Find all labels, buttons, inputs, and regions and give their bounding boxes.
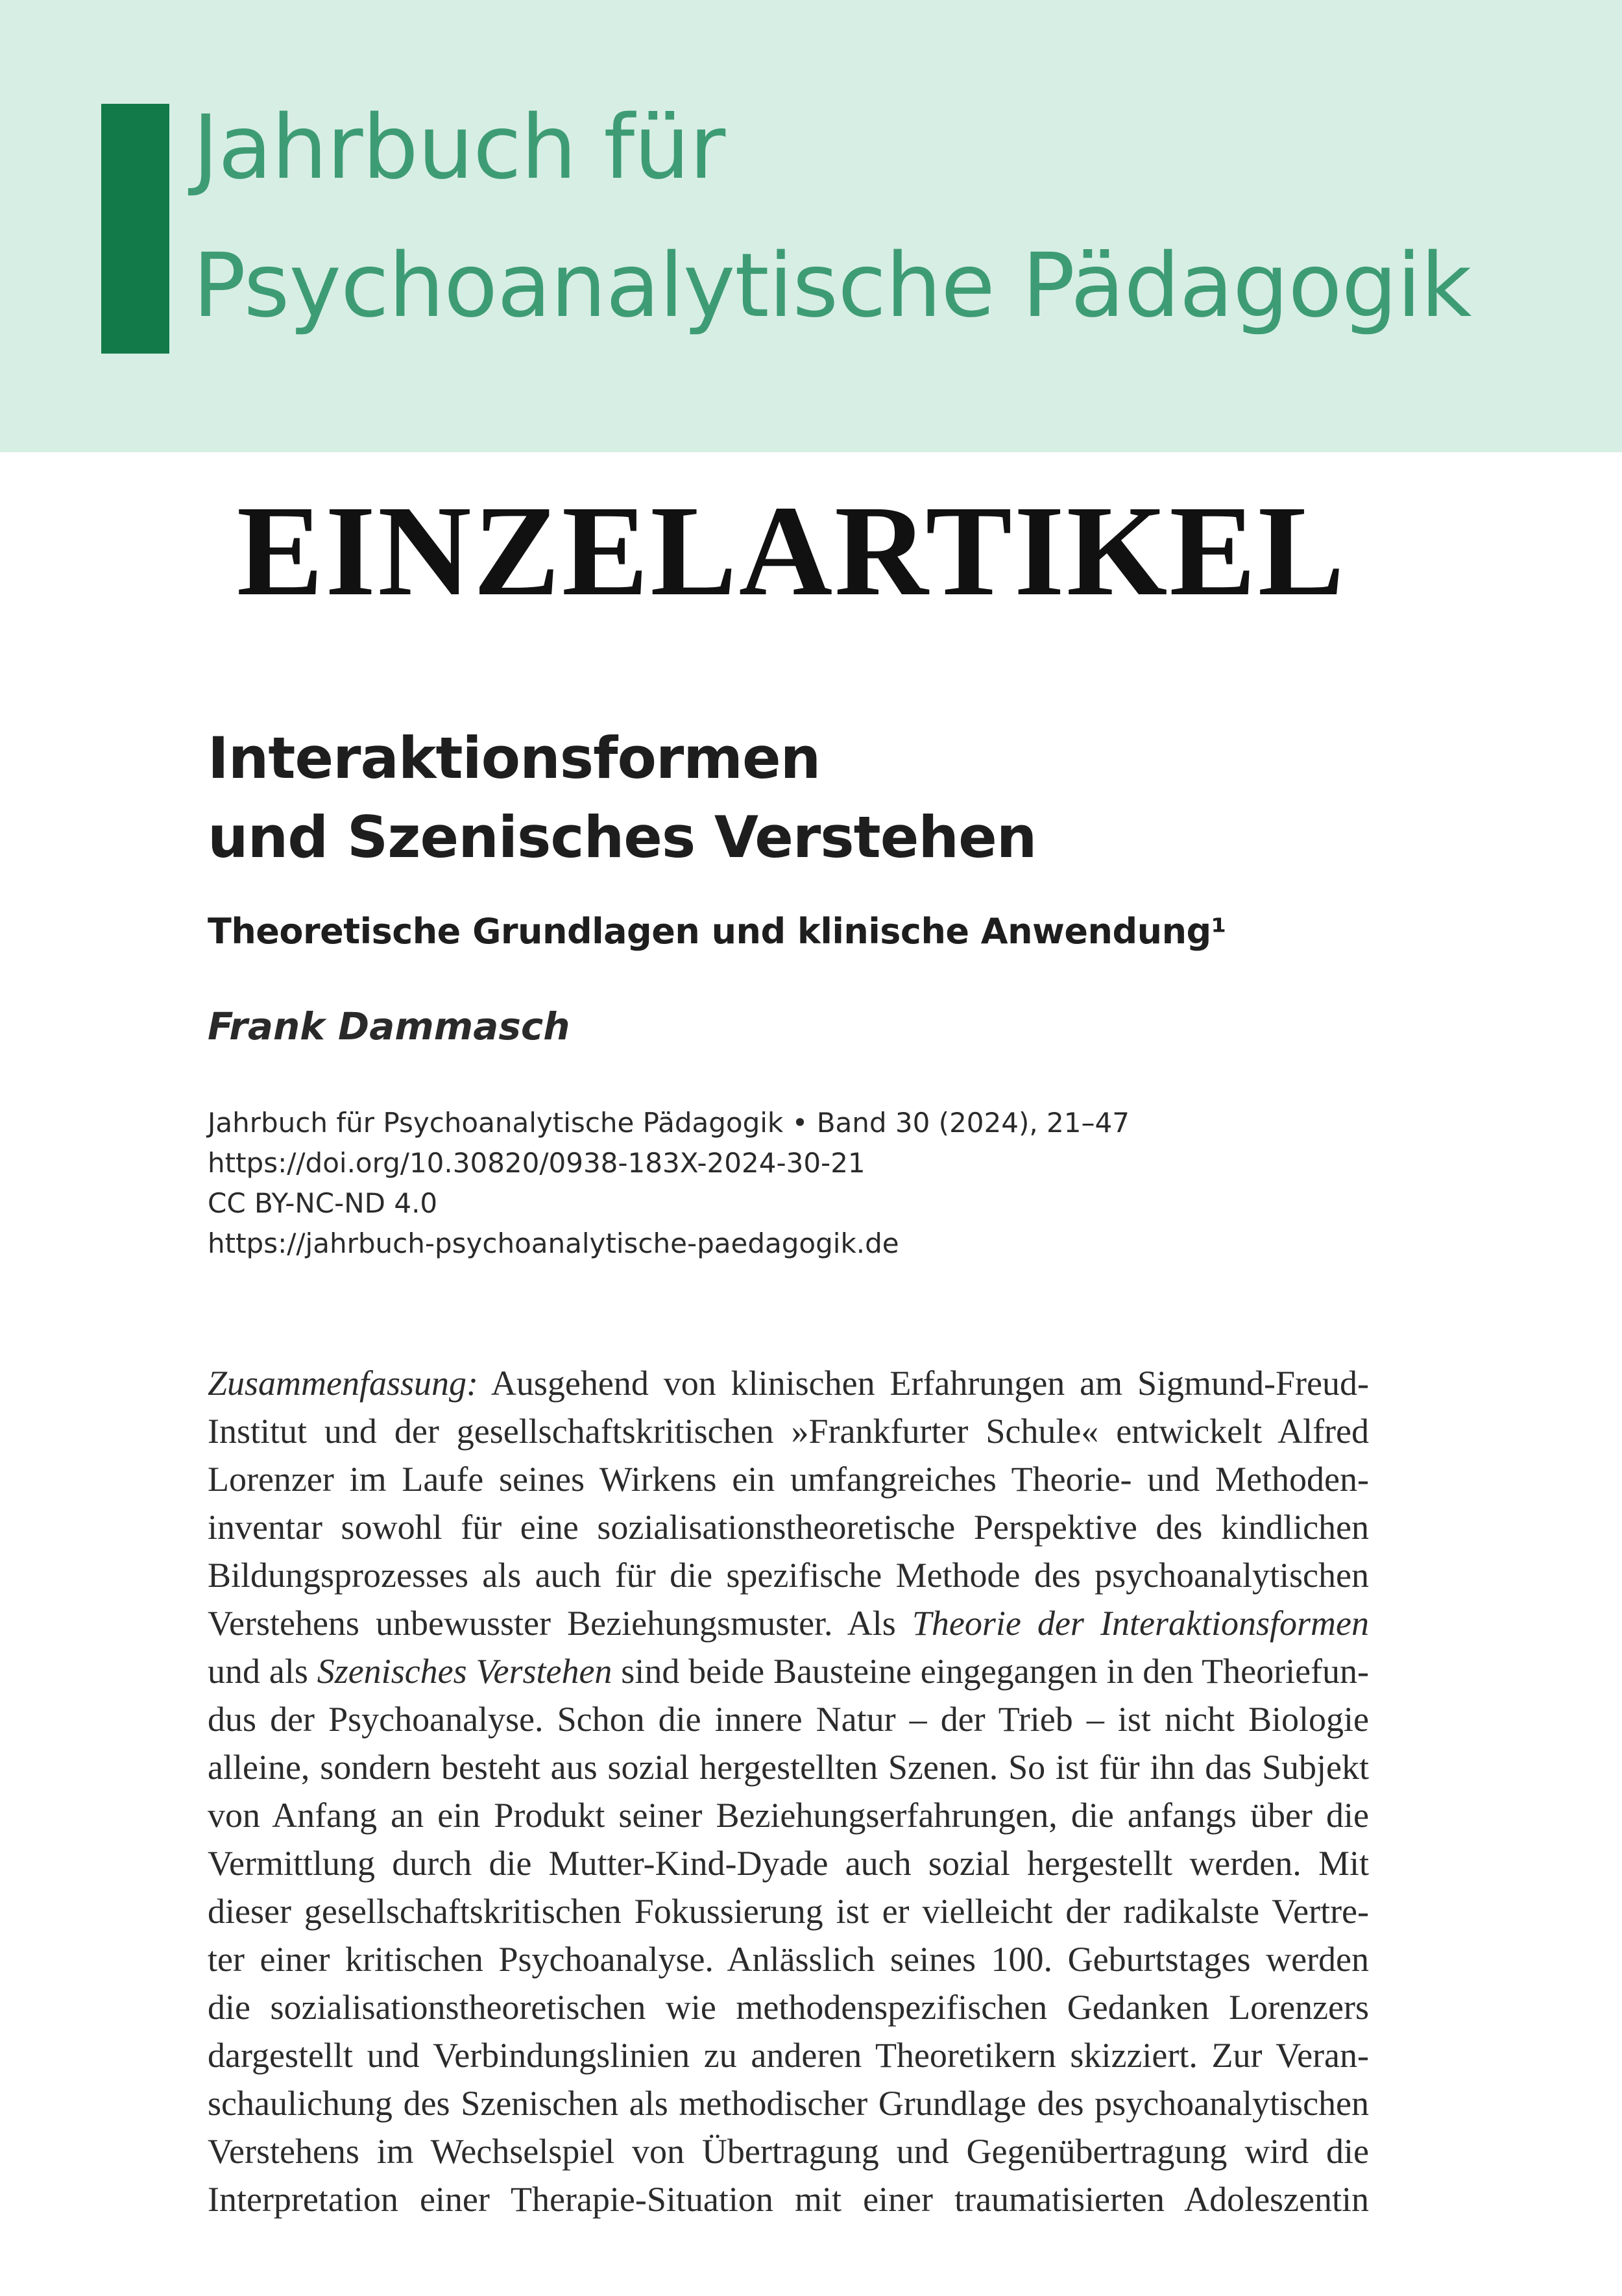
- abstract-line: Vermittlung durch die Mutter-Kind-Dyade auch sozial hergestellt werden. Mit: [208, 1844, 1369, 1883]
- abstract-line: schaulichung des Szenischen als methodischer Grundlage des psychoanalytischen: [208, 2084, 1369, 2123]
- article-subtitle: Theoretische Grundlagen und klinische Anwendung¹: [208, 911, 1226, 952]
- abstract-line: inventar sowohl für eine sozialisationstheoretische Perspektive des kindlichen: [208, 1508, 1369, 1547]
- abstract-emphasis: Szenisches Verstehen: [317, 1652, 612, 1691]
- abstract-line: dargestellt und Verbindungslinien zu anderen Theoretikern skizziert. Zur Veran-: [208, 2036, 1369, 2075]
- abstract-line: von Anfang an ein Produkt seiner Beziehungserfahrungen, die anfangs über die: [208, 1796, 1369, 1835]
- journal-title-line-2: Psychoanalytische Pädagogik: [193, 235, 1471, 337]
- article-type-label: EINZELARTIKEL: [236, 479, 1347, 623]
- abstract-line: dus der Psychoanalyse. Schon die innere Natur – der Trieb – ist nicht Biologie: [208, 1700, 1369, 1739]
- abstract-text: Ausgehend von klinischen Erfahrungen am Sigmund-Freud-: [490, 1364, 1369, 1403]
- citation-line: Jahrbuch für Psychoanalytische Pädagogik • Band 30 (2024), 21–47: [208, 1107, 1130, 1139]
- abstract-line: Verstehens im Wechselspiel von Übertragung und Gegenübertragung wird die: [208, 2132, 1369, 2171]
- journal-header: [0, 0, 1622, 452]
- abstract-line: alleine, sondern besteht aus sozial hergestellten Szenen. So ist für ihn das Subjekt: [208, 1748, 1369, 1787]
- website-link[interactable]: https://jahrbuch-psychoanalytische-paedagogik.de: [208, 1227, 899, 1259]
- article-title: [208, 719, 1440, 877]
- abstract-text: Verstehens unbewusster Beziehungsmuster. Als: [208, 1604, 896, 1643]
- abstract-line: Interpretation einer Therapie-Situation mit einer traumatisierten Adoleszentin: [208, 2180, 1369, 2219]
- abstract-line: dieser gesellschaftskritischen Fokussierung ist er vielleicht der radikalste Vertre-: [208, 1892, 1369, 1931]
- abstract-line: [208, 1599, 1369, 1647]
- journal-title-line-1: Jahrbuch für: [193, 97, 725, 199]
- abstract-label: Zusammenfassung:: [208, 1364, 479, 1403]
- abstract-line: Institut und der gesellschaftskritischen »Frankfurter Schule« entwickelt Alfred: [208, 1412, 1369, 1451]
- abstract-line: [208, 1359, 1369, 1407]
- article-title-line-2: und Szenisches Verstehen: [208, 804, 1037, 871]
- abstract-text: und als: [208, 1652, 308, 1691]
- article-metadata: [208, 1103, 1130, 1264]
- abstract-emphasis: Theorie der Interaktionsformen: [912, 1604, 1369, 1643]
- abstract-line: Bildungsprozesses als auch für die spezifische Methode des psychoanalytischen: [208, 1556, 1369, 1595]
- abstract-line: die sozialisationstheoretischen wie methodenspezifischen Gedanken Lorenzers: [208, 1988, 1369, 2027]
- article-title-line-1: Interaktionsformen: [208, 725, 821, 792]
- abstract-line: [208, 1647, 1369, 1695]
- abstract-line: ter einer kritischen Psychoanalyse. Anlässlich seines 100. Geburtstages werden: [208, 1940, 1369, 1979]
- license-line: CC BY-NC-ND 4.0: [208, 1187, 438, 1219]
- abstract-text: sind beide Bausteine eingegangen in den Theoriefun-: [621, 1652, 1369, 1691]
- doi-link[interactable]: https://doi.org/10.30820/0938-183X-2024-30-21: [208, 1147, 865, 1179]
- abstract: [208, 1359, 1369, 2223]
- article-author: Frank Dammasch: [208, 1004, 570, 1048]
- header-accent-bar: [101, 104, 169, 354]
- abstract-line: Lorenzer im Laufe seines Wirkens ein umfangreiches Theorie- und Methoden-: [208, 1460, 1369, 1499]
